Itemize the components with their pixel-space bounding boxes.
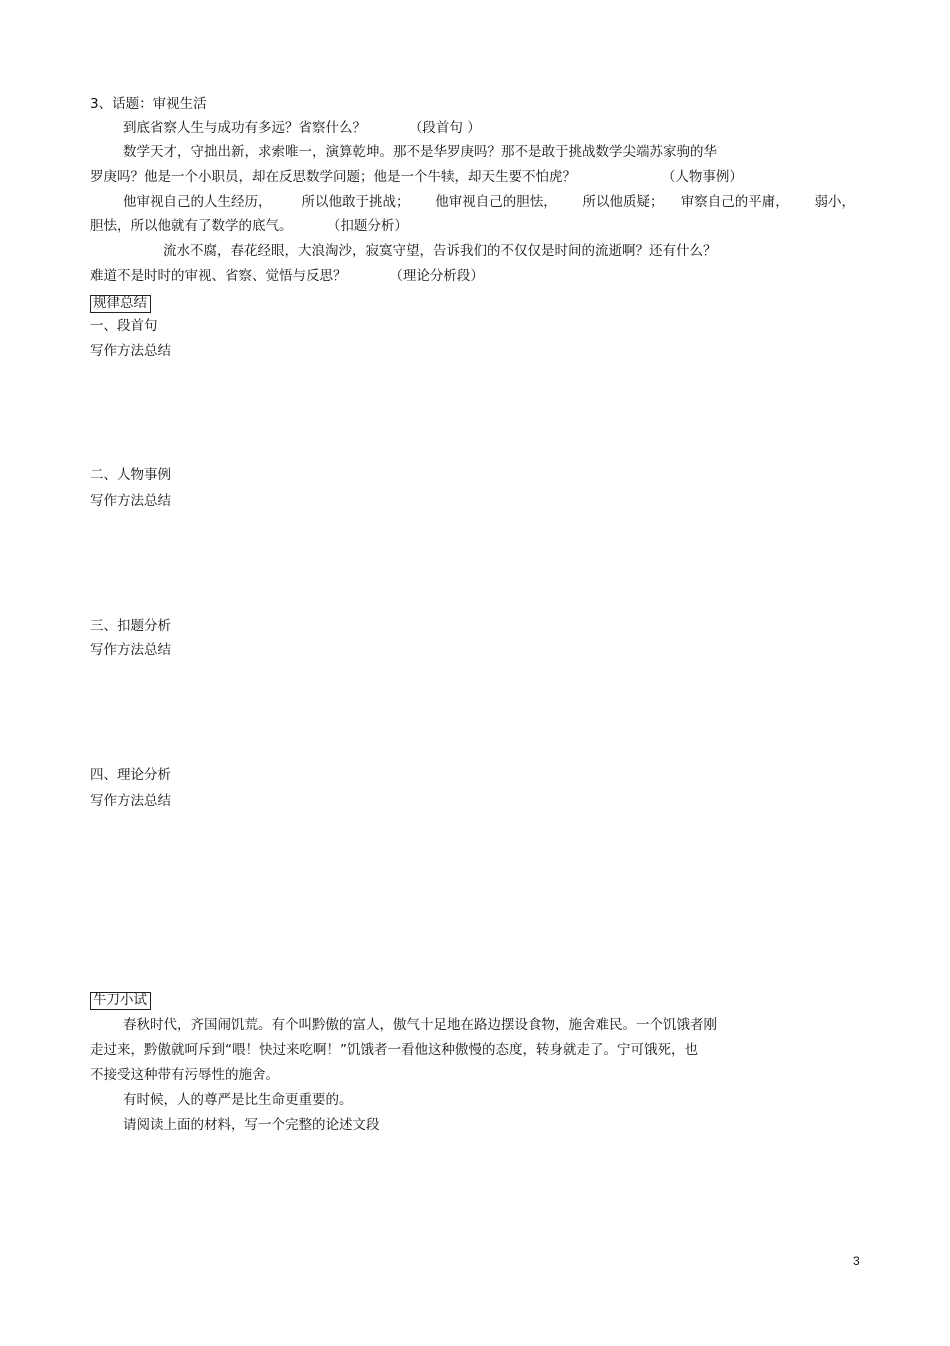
page-number: 3 — [853, 1254, 860, 1268]
section-title: 三、扣题分析 — [90, 618, 171, 634]
passage-line: 流水不腐，春花经眼，大浪淘沙，寂寞守望，告诉我们的不仅仅是时间的流逝啊？还有什么？ — [163, 243, 717, 259]
practice-line: 不接受这种带有污辱性的施舍。 — [90, 1067, 279, 1083]
section-label: 写作方法总结 — [90, 642, 171, 658]
passage-line: 数学天才，守拙出新，求索唯一，演算乾坤。那不是华罗庚吗？那不是敢于挑战数学尖端苏家驹的华 — [123, 144, 717, 160]
passage-line: 他审视自己的人生经历， 所以他敢于挑战； 他审视自己的胆怯， 所以他质疑； 审察自己的平庸， 弱小， — [123, 194, 855, 210]
summary-heading: 规律总结 — [90, 295, 151, 313]
topic-heading: 3、话题：审视生活 — [90, 96, 207, 112]
section-title: 一、段首句 — [90, 318, 158, 334]
section-title: 四、理论分析 — [90, 767, 171, 783]
passage-line: 难道不是时时的审视、省察、觉悟与反思？ （理论分析段） — [90, 268, 484, 284]
passage-line: 到底省察人生与成功有多远？省察什么？ （段首句 ） — [123, 120, 481, 136]
section-label: 写作方法总结 — [90, 343, 171, 359]
practice-line: 春秋时代，齐国闹饥荒。有个叫黔傲的富人，傲气十足地在路边摆设食物，施舍难民。一个饥饿者刚 — [123, 1017, 717, 1033]
practice-line: 有时候，人的尊严是比生命更重要的。 — [123, 1092, 353, 1108]
section-label: 写作方法总结 — [90, 793, 171, 809]
practice-heading: 牛刀小试 — [90, 992, 151, 1010]
passage-line: 罗庚吗？他是一个小职员，却在反思数学问题；他是一个牛犊，却天生要不怕虎？ （人物事例） — [90, 169, 743, 185]
practice-line: 请阅读上面的材料，写一个完整的论述文段 — [123, 1117, 380, 1133]
section-label: 写作方法总结 — [90, 493, 171, 509]
section-title: 二、人物事例 — [90, 467, 171, 483]
passage-line: 胆怯，所以他就有了数学的底气。 （扣题分析） — [90, 218, 408, 234]
practice-line: 走过来，黔傲就呵斥到“喂！快过来吃啊！”饥饿者一看他这种傲慢的态度，转身就走了。宁可饿死，也 — [90, 1042, 698, 1058]
